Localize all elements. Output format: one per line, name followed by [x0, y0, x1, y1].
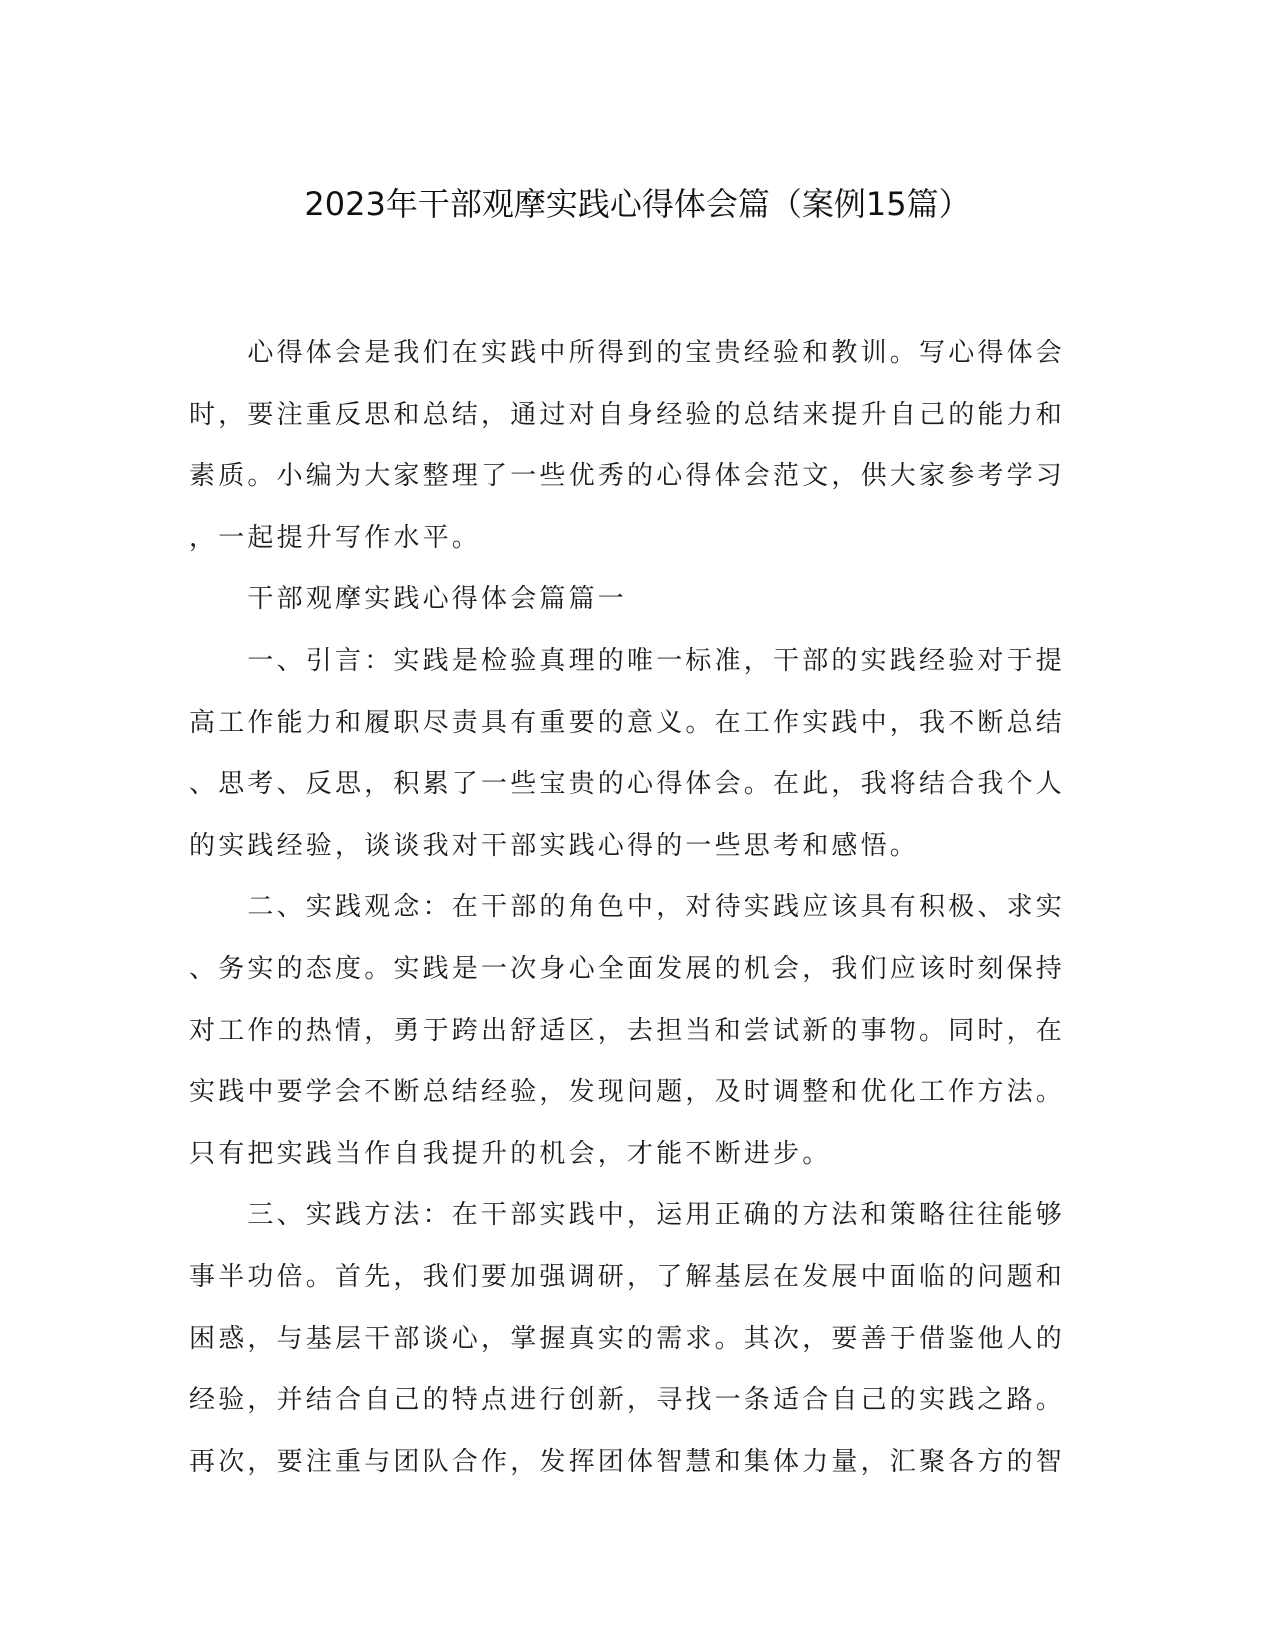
text-line: 对工作的热情，勇于跨出舒适区，去担当和尝试新的事物。同时，在 [189, 1015, 1066, 1046]
text-line: 再次，要注重与团队合作，发挥团体智慧和集体力量，汇聚各方的智 [189, 1446, 1066, 1477]
text-line: 心得体会是我们在实践中所得到的宝贵经验和教训。写心得体会 [189, 338, 1066, 368]
text-line: 经验，并结合自己的特点进行创新，寻找一条适合自己的实践之路。 [189, 1385, 1066, 1416]
text-line: 素质。小编为大家整理了一些优秀的心得体会范文，供大家参考学习 [189, 461, 1066, 492]
text-line: 的实践经验，谈谈我对干部实践心得的一些思考和感悟。 [189, 830, 920, 861]
text-line: 一、引言：实践是检验真理的唯一标准，干部的实践经验对于提 [189, 645, 1066, 676]
text-line: 只有把实践当作自我提升的机会，才能不断进步。 [189, 1138, 832, 1169]
text-line: 困惑，与基层干部谈心，掌握真实的需求。其次，要善于借鉴他人的 [189, 1323, 1066, 1354]
text-line: 三、实践方法：在干部实践中，运用正确的方法和策略往往能够 [189, 1200, 1066, 1231]
document-body [189, 323, 1089, 1493]
text-line: 、思考、反思，积累了一些宝贵的心得体会。在此，我将结合我个人 [189, 769, 1066, 800]
text-line: 高工作能力和履职尽责具有重要的意义。在工作实践中，我不断总结 [189, 707, 1066, 738]
text-line: 实践中要学会不断总结经验，发现问题，及时调整和优化工作方法。 [189, 1077, 1066, 1108]
section-heading: 干部观摩实践心得体会篇篇一 [189, 584, 628, 615]
text-line: 时，要注重反思和总结，通过对自身经验的总结来提升自己的能力和 [189, 399, 1066, 430]
text-line: 、务实的态度。实践是一次身心全面发展的机会，我们应该时刻保持 [189, 953, 1066, 984]
document-title: 2023年干部观摩实践心得体会篇（案例15篇） [304, 185, 971, 223]
text-line: 事半功倍。首先，我们要加强调研，了解基层在发展中面临的问题和 [189, 1261, 1066, 1292]
text-line: 二、实践观念：在干部的角色中，对待实践应该具有积极、求实 [189, 892, 1066, 923]
text-line: ，一起提升写作水平。 [189, 522, 482, 553]
